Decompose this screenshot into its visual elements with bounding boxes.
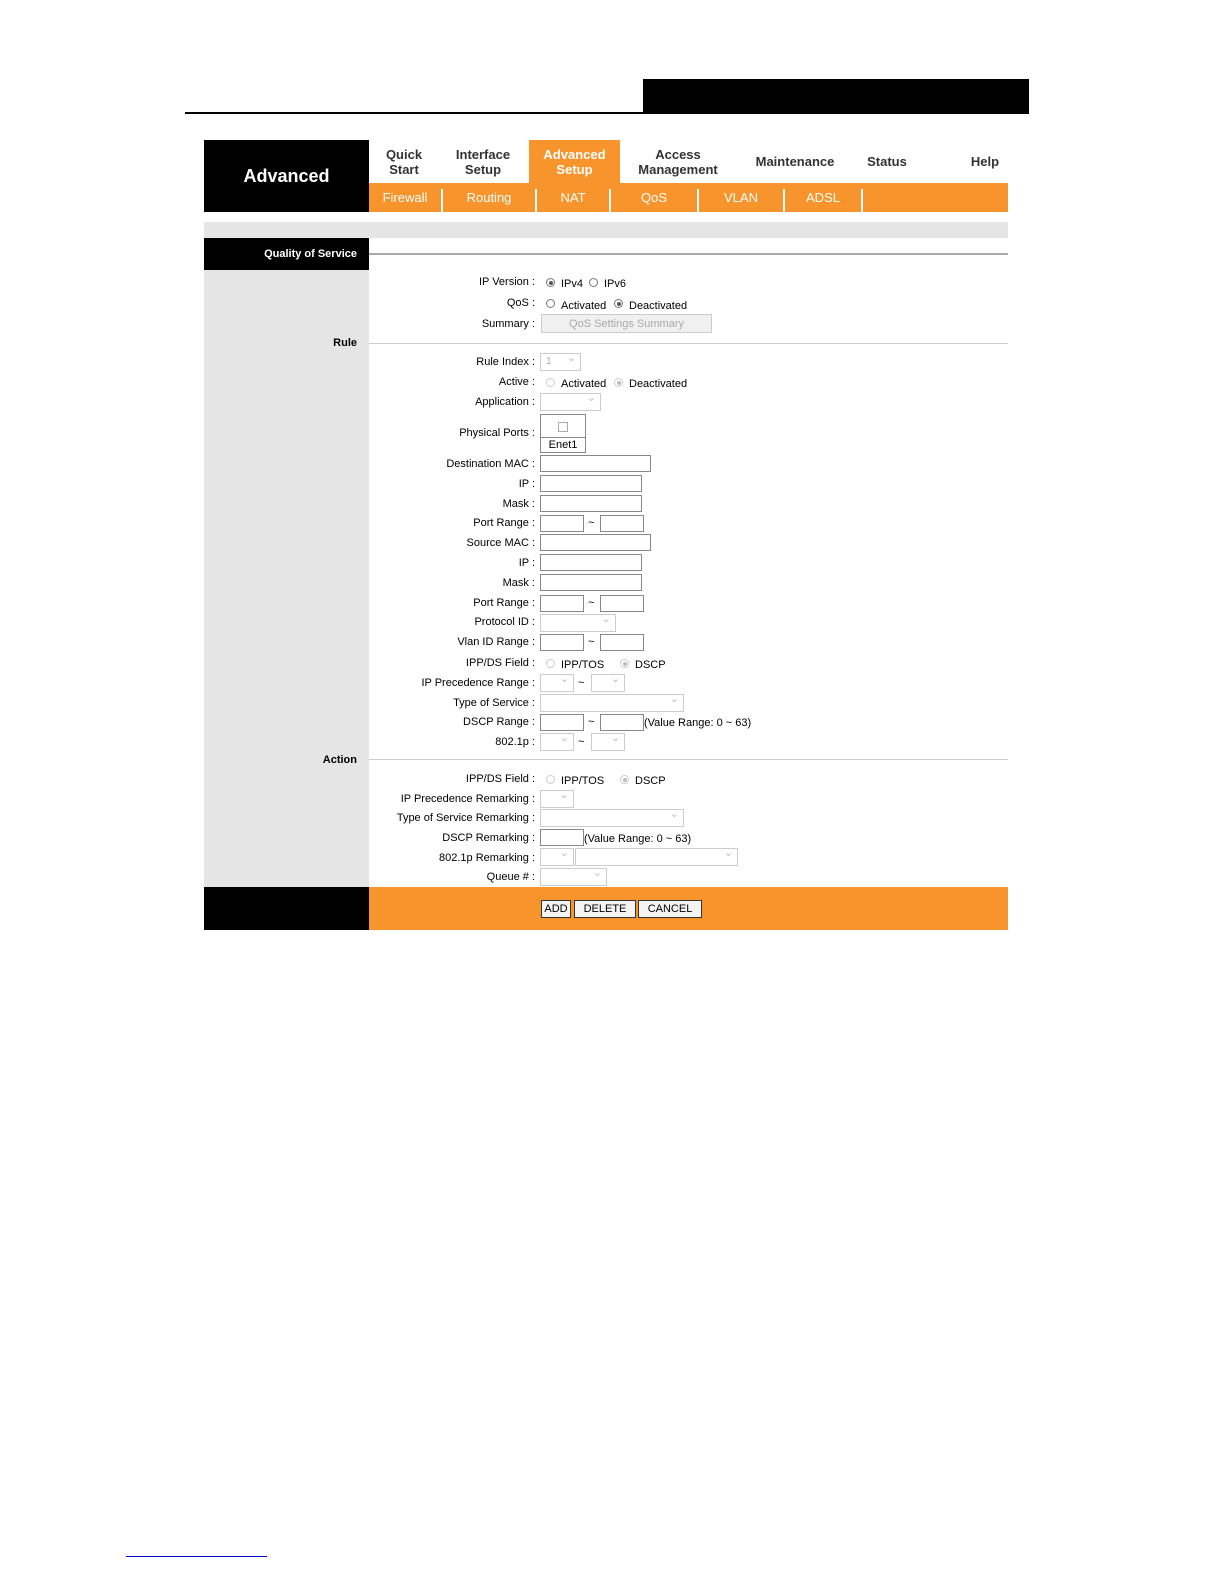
application-label: Application : — [475, 396, 535, 408]
dest-ip-input[interactable] — [540, 475, 642, 492]
nav-status[interactable]: Status — [867, 154, 907, 169]
queue-label: Queue # : — [486, 871, 535, 883]
action-ipptos-radio[interactable] — [546, 775, 555, 784]
ipv4-label: IPv4 — [561, 278, 584, 290]
dscp-remarking-hint: (Value Range: 0 ~ 63) — [584, 833, 692, 845]
range-separator: ~ — [588, 517, 595, 529]
rule-ipptos-radio[interactable] — [546, 659, 555, 668]
src-port-start-input[interactable] — [540, 595, 584, 612]
qos-activated-radio[interactable] — [546, 299, 555, 308]
document-footer-link-underline — [126, 1556, 267, 1557]
range-separator: ~ — [588, 636, 595, 648]
src-port-range-label: Port Range : — [473, 597, 535, 609]
tos-remarking-label: Type of Service Remarking : — [396, 812, 535, 824]
dscp-range-end-input[interactable] — [600, 714, 644, 731]
physical-port-cell — [540, 414, 586, 438]
nav-access-management-line2: Management — [638, 161, 718, 177]
delete-button[interactable]: DELETE — [574, 900, 636, 918]
dscp-range-label: DSCP Range : — [463, 716, 535, 728]
rule-index-value: 1 — [546, 356, 552, 367]
dest-ip-label: IP : — [518, 478, 535, 490]
dscp-remarking-input[interactable] — [540, 829, 584, 846]
dest-mask-label: Mask : — [502, 498, 535, 510]
nav-help[interactable]: Help — [970, 154, 1000, 169]
ipv4-radio[interactable] — [546, 278, 555, 287]
tos-remarking-select[interactable] — [540, 809, 684, 827]
application-select[interactable] — [540, 393, 601, 411]
summary-label: Summary : — [481, 318, 535, 330]
dscp-remarking-label: DSCP Remarking : — [442, 832, 535, 844]
ip-version-label: IP Version : — [478, 276, 535, 288]
subnav-divider — [861, 189, 863, 212]
rule-section-title: Rule — [333, 337, 357, 349]
type-of-service-label: Type of Service : — [453, 697, 535, 709]
section-divider — [369, 253, 1008, 255]
nav-advanced-setup-line2: Setup — [556, 161, 593, 177]
src-mask-label: Mask : — [502, 577, 535, 589]
range-separator: ~ — [578, 736, 585, 748]
range-separator: ~ — [578, 677, 585, 689]
enet1-label: Enet1 — [540, 437, 586, 453]
rule-deactivated-radio[interactable] — [614, 378, 623, 387]
dest-port-start-input[interactable] — [540, 515, 584, 532]
nav-advanced-setup[interactable] — [529, 140, 620, 183]
rule-dscp-label: DSCP — [635, 659, 666, 671]
rule-deactivated-label: Deactivated — [629, 378, 688, 390]
vlan-id-start-input[interactable] — [540, 634, 584, 651]
rule-ipptos-label: IPP/TOS — [561, 659, 605, 671]
document-header-rule — [185, 112, 1029, 114]
qos-summary-button[interactable]: QoS Settings Summary — [541, 314, 712, 333]
src-port-end-input[interactable] — [600, 595, 644, 612]
dot1p-remarking-select[interactable] — [540, 848, 574, 866]
nav-interface-setup[interactable] — [441, 140, 525, 183]
src-mask-input[interactable] — [540, 574, 642, 591]
protocol-id-label: Protocol ID : — [474, 616, 535, 628]
rule-activated-label: Activated — [561, 378, 607, 390]
section-title: Quality of Service — [204, 238, 369, 270]
dot1p-label: 802.1p : — [495, 736, 535, 748]
enet1-checkbox[interactable] — [558, 422, 568, 432]
dscp-range-hint: (Value Range: 0 ~ 63) — [644, 717, 752, 729]
rule-activated-radio[interactable] — [546, 378, 555, 387]
source-mac-input[interactable] — [540, 534, 651, 551]
nav-quick-start-line2: Start — [389, 161, 419, 177]
action-dscp-radio[interactable] — [620, 775, 629, 784]
dot1p-remarking-detail-select[interactable] — [575, 848, 738, 866]
nav-interface-setup-line2: Setup — [464, 161, 502, 177]
subnav-nat[interactable]: NAT — [560, 190, 586, 205]
dest-port-end-input[interactable] — [600, 515, 644, 532]
action-divider — [369, 759, 1008, 760]
add-button[interactable]: ADD — [541, 900, 571, 918]
subnav-qos[interactable]: QoS — [640, 190, 667, 205]
src-ip-input[interactable] — [540, 554, 642, 571]
ip-precedence-remarking-select[interactable] — [540, 790, 574, 808]
range-separator: ~ — [588, 716, 595, 728]
qos-label: QoS : — [506, 297, 535, 309]
subnav-adsl[interactable]: ADSL — [806, 190, 840, 205]
nav-access-management[interactable] — [624, 140, 732, 183]
nav-access-management-line1: Access — [655, 146, 701, 162]
dot1p-remarking-label: 802.1p Remarking : — [439, 852, 535, 864]
rule-dscp-radio[interactable] — [620, 659, 629, 668]
dest-mask-input[interactable] — [540, 495, 642, 512]
ip-precedence-range-label: IP Precedence Range : — [421, 677, 535, 689]
destination-mac-label: Destination MAC : — [446, 458, 535, 470]
rule-index-select[interactable] — [540, 353, 581, 371]
action-ipptos-label: IPP/TOS — [561, 775, 605, 787]
spacer-band — [204, 222, 1008, 238]
range-separator: ~ — [588, 597, 595, 609]
brand-title: Advanced — [204, 140, 369, 212]
dot1p-end-select[interactable] — [591, 733, 625, 751]
nav-advanced-setup-line1: Advanced — [543, 146, 606, 162]
ip-precedence-end-select[interactable] — [591, 674, 625, 692]
source-mac-label: Source MAC : — [466, 537, 535, 549]
qos-deactivated-radio[interactable] — [614, 299, 623, 308]
ip-precedence-remarking-label: IP Precedence Remarking : — [400, 793, 535, 805]
subnav-vlan[interactable]: VLAN — [724, 190, 758, 205]
ipv6-label: IPv6 — [604, 278, 627, 290]
physical-ports-label: Physical Ports : — [459, 427, 535, 439]
protocol-id-select[interactable] — [540, 614, 616, 632]
vlan-id-range-label: Vlan ID Range : — [457, 636, 535, 648]
nav-maintenance[interactable]: Maintenance — [755, 154, 835, 169]
src-ip-label: IP : — [518, 557, 535, 569]
subnav-routing[interactable]: Routing — [466, 190, 512, 205]
subnav-firewall[interactable]: Firewall — [382, 190, 428, 205]
active-label: Active : — [498, 376, 535, 388]
destination-mac-input[interactable] — [540, 455, 651, 472]
rule-ippds-field-label: IPP/DS Field : — [465, 657, 535, 669]
rule-divider — [369, 343, 1008, 344]
nav-quick-start-line1: Quick — [385, 146, 423, 162]
ip-precedence-start-select[interactable] — [540, 674, 574, 692]
queue-select[interactable] — [540, 868, 607, 886]
vlan-id-end-input[interactable] — [600, 634, 644, 651]
dot1p-start-select[interactable] — [540, 733, 574, 751]
ipv6-radio[interactable] — [589, 278, 598, 287]
qos-activated-label: Activated — [561, 300, 607, 312]
action-dscp-label: DSCP — [635, 775, 666, 787]
footer-left-block — [204, 887, 369, 930]
dscp-range-start-input[interactable] — [540, 714, 584, 731]
rule-index-label: Rule Index : — [476, 356, 535, 368]
nav-quick-start[interactable] — [369, 140, 439, 183]
action-section-title: Action — [322, 754, 357, 766]
document-header-bar — [643, 79, 1029, 113]
type-of-service-select[interactable] — [540, 694, 684, 712]
nav-interface-setup-line1: Interface — [455, 146, 511, 162]
action-ippds-field-label: IPP/DS Field : — [465, 773, 535, 785]
dest-port-range-label: Port Range : — [473, 517, 535, 529]
qos-deactivated-label: Deactivated — [629, 300, 688, 312]
cancel-button[interactable]: CANCEL — [638, 900, 702, 918]
